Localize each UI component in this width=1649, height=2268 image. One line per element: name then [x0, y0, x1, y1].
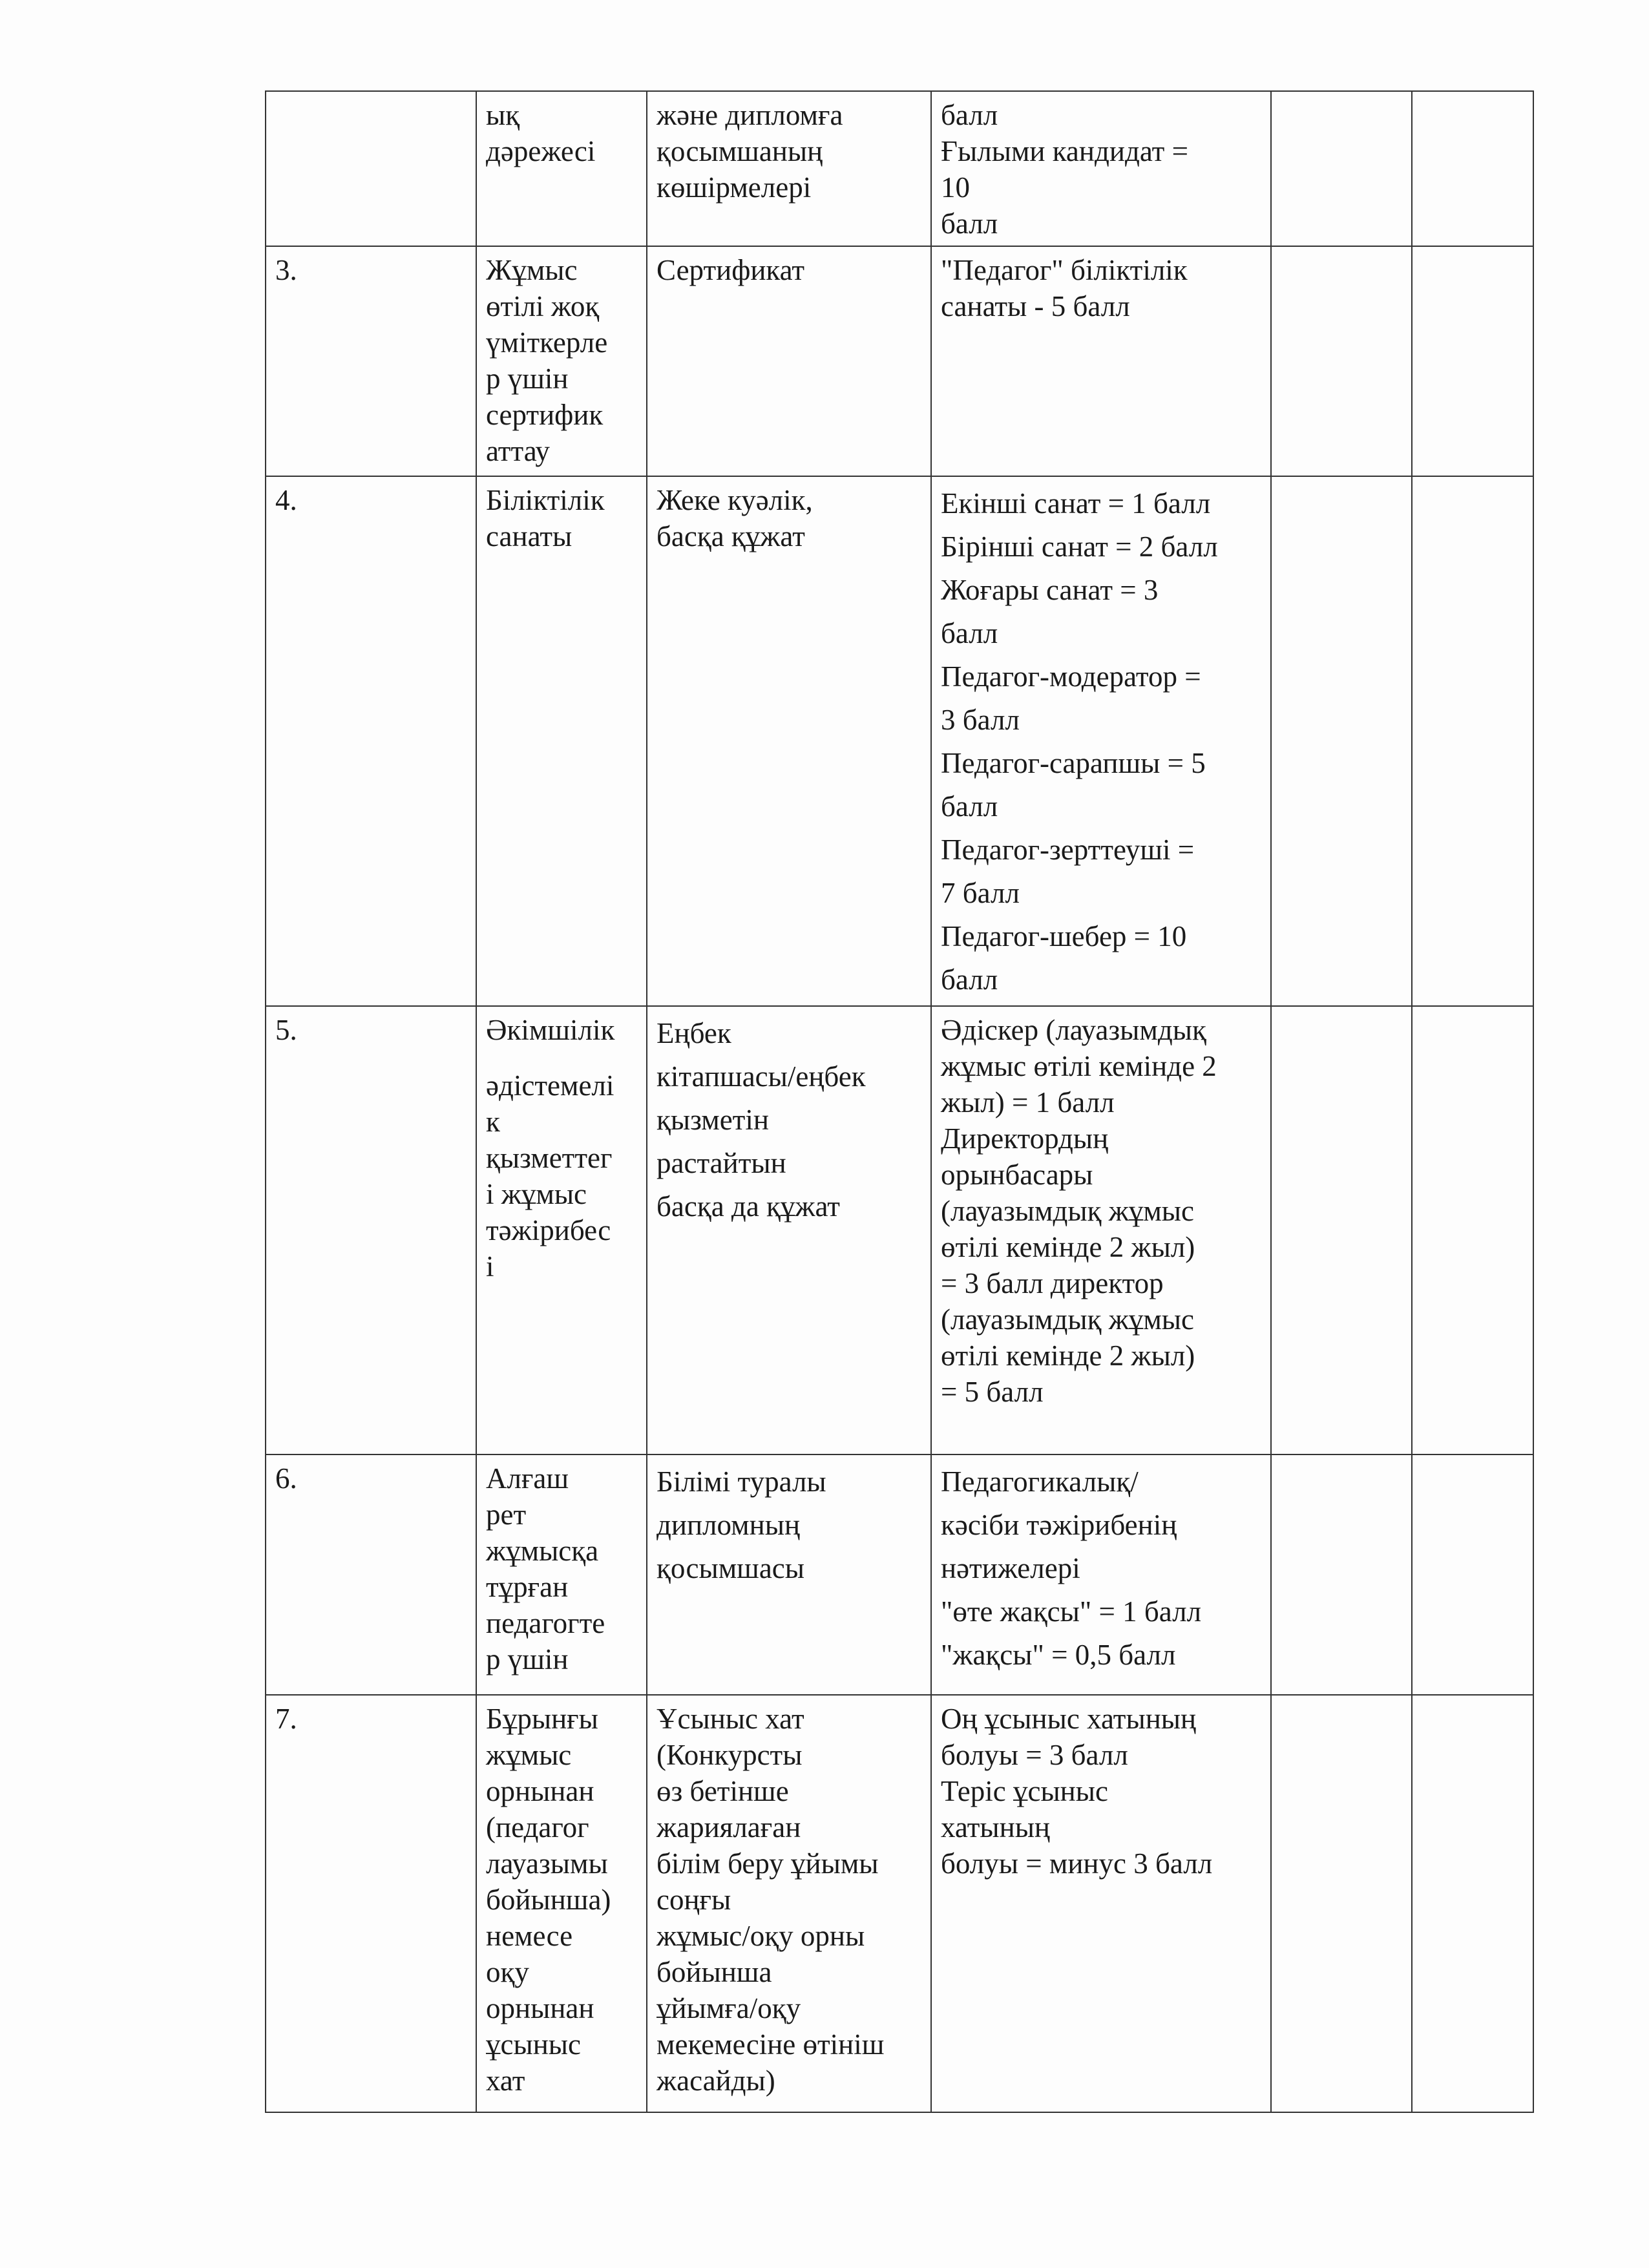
row-number: 4.: [266, 476, 476, 1006]
row-number: [266, 91, 476, 246]
document-cell: Еңбек кітапшасы/еңбек қызметін растайтын басқа да құжат: [647, 1006, 931, 1454]
criterion-cell: Біліктілік санаты: [476, 476, 647, 1006]
row-number: 7.: [266, 1695, 476, 2112]
document-cell: Сертификат: [647, 246, 931, 476]
row-number: 6.: [266, 1454, 476, 1695]
points-cell: Екінші санат = 1 балл Бірінші санат = 2 балл Жоғары санат = 3 балл Педагог-модератор = 3 балл Педагог-сарапшы = 5 балл Педагог-зерттеуші = 7 балл Педагог-шебер = 10 балл: [931, 476, 1271, 1006]
points-cell: Әдіскер (лауазымдық жұмыс өтілі кемінде 2 жыл) = 1 балл Директордың орынбасары (лауазымдық жұмыс өтілі кемінде 2 жыл) = 3 балл директор (лауазымдық жұмыс өтілі кемінде 2 жыл) = 5 балл: [931, 1006, 1271, 1454]
empty-cell: [1412, 1006, 1533, 1454]
points-cell: Педагогикалық/ кәсіби тәжірибенің нәтижелері "өте жақсы" = 1 балл "жақсы" = 0,5 балл: [931, 1454, 1271, 1695]
empty-cell: [1412, 91, 1533, 246]
document-cell: және дипломға қосымшаның көшірмелері: [647, 91, 931, 246]
row-number: 3.: [266, 246, 476, 476]
points-cell: Оң ұсыныс хатының болуы = 3 балл Теріс ұсыныс хатының болуы = минус 3 балл: [931, 1695, 1271, 2112]
row-number: 5.: [266, 1006, 476, 1454]
criteria-table: [265, 90, 1534, 2113]
points-cell: балл Ғылыми кандидат = 10 балл: [931, 91, 1271, 246]
empty-cell: [1412, 1695, 1533, 2112]
document-cell: Ұсыныс хат (Конкурсты өз бетінше жариялаған білім беру ұйымы соңғы жұмыс/оқу орны бойынша ұйымға/оқу мекемесіне өтініш жасайды): [647, 1695, 931, 2112]
table-row: [266, 476, 1533, 1006]
empty-cell: [1412, 1454, 1533, 1695]
empty-cell: [1271, 1454, 1412, 1695]
table-row: [266, 1695, 1533, 2112]
criterion-cell: Әкімшілік әдістемелі к қызметтег і жұмыс тәжірибес і: [476, 1006, 647, 1454]
document-cell: Жеке куәлік, басқа құжат: [647, 476, 931, 1006]
table-row: [266, 1006, 1533, 1454]
empty-cell: [1271, 91, 1412, 246]
criterion-cell: ық дәрежесі: [476, 91, 647, 246]
document-cell: Білімі туралы дипломның қосымшасы: [647, 1454, 931, 1695]
table-row: [266, 91, 1533, 246]
table-row: [266, 246, 1533, 476]
points-cell: "Педагог" біліктілік санаты - 5 балл: [931, 246, 1271, 476]
criterion-cell: Жұмыс өтілі жоқ үміткерле р үшін сертифик аттау: [476, 246, 647, 476]
empty-cell: [1271, 246, 1412, 476]
criterion-cell: Бұрынғы жұмыс орнынан (педагог лауазымы бойынша) немесе оқу орнынан ұсыныс хат: [476, 1695, 647, 2112]
empty-cell: [1271, 1006, 1412, 1454]
empty-cell: [1412, 246, 1533, 476]
table-row: [266, 1454, 1533, 1695]
empty-cell: [1412, 476, 1533, 1006]
criterion-cell: Алғаш рет жұмысқа тұрған педагогте р үшін: [476, 1454, 647, 1695]
empty-cell: [1271, 1695, 1412, 2112]
empty-cell: [1271, 476, 1412, 1006]
